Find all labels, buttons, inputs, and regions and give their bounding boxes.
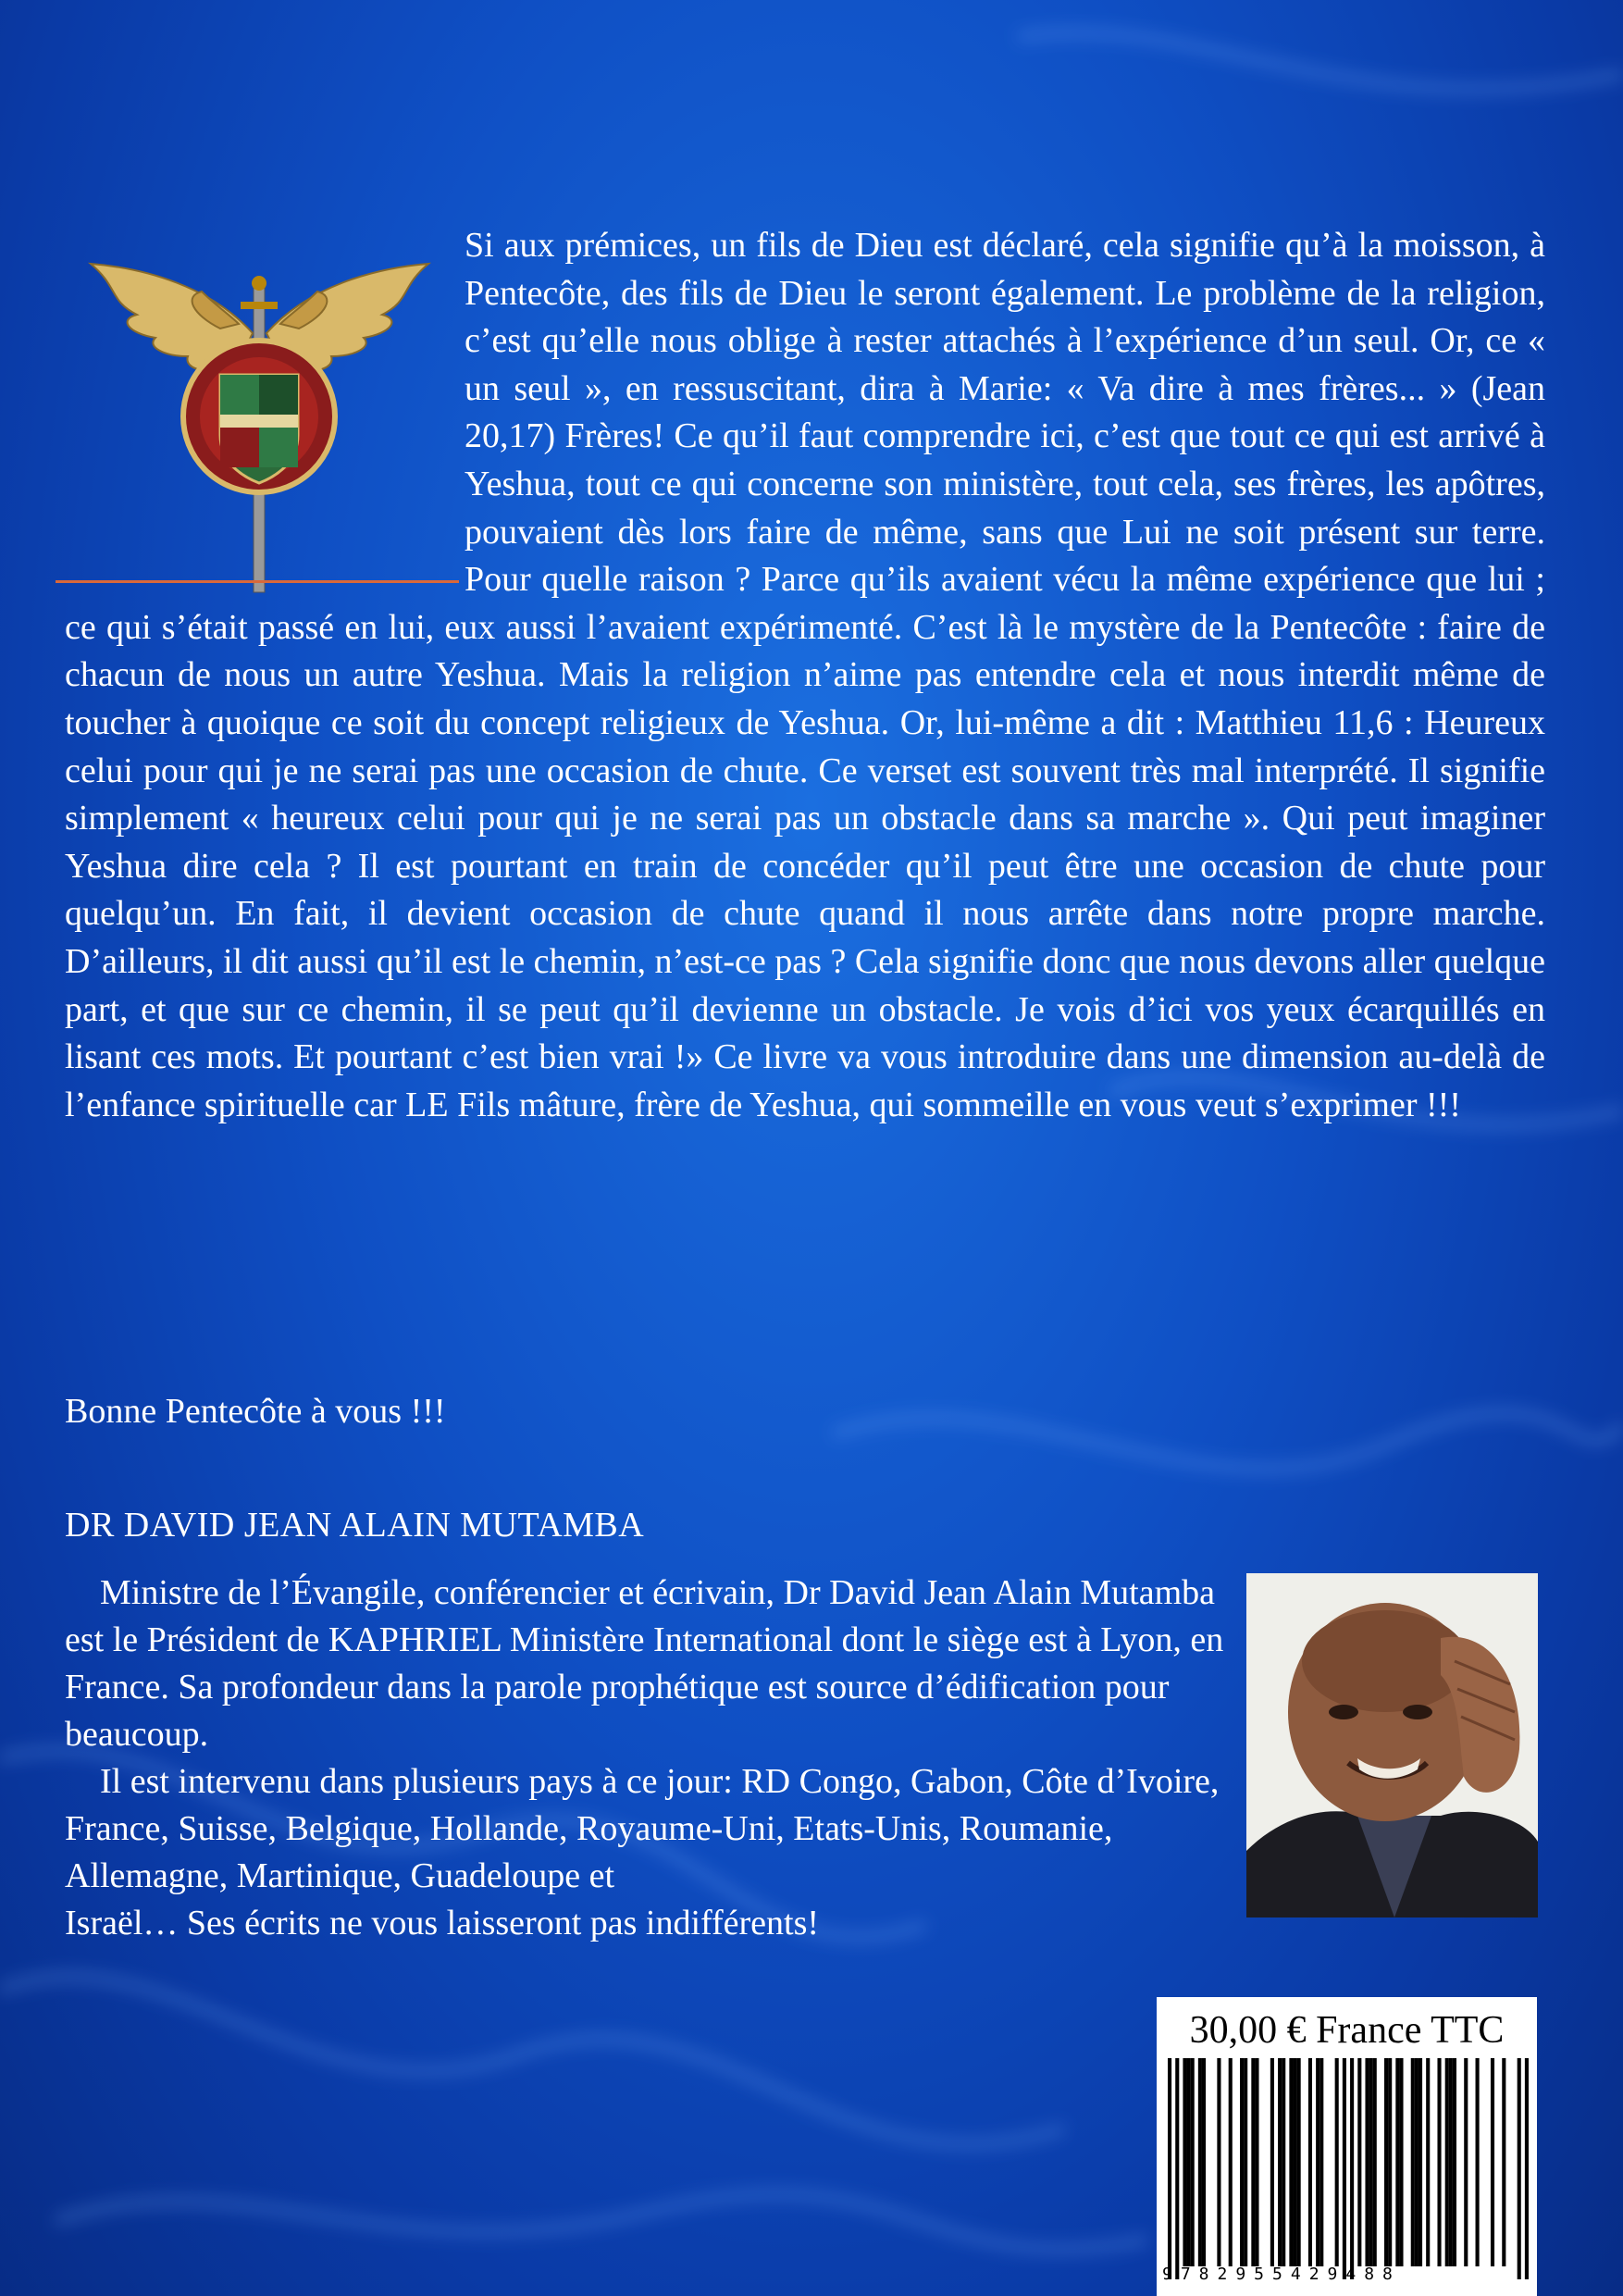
barcode-bar: [1343, 2058, 1346, 2279]
barcode-panel: [1157, 1997, 1537, 2296]
barcode-bar: [1437, 2058, 1441, 2266]
isbn-barcode: [1157, 1997, 1537, 2296]
barcode-bar: [1335, 2058, 1339, 2266]
barcode-bar: [1175, 2058, 1179, 2279]
barcode-bar: [1191, 2058, 1195, 2266]
barcode-bar: [1384, 2058, 1388, 2266]
barcode-bar: [1365, 2058, 1369, 2266]
author-photo: [1246, 1573, 1538, 1917]
price-label: 30,00 € France TTC: [1189, 2009, 1505, 2052]
barcode-bar: [1388, 2058, 1392, 2266]
barcode-bar: [1278, 2058, 1282, 2266]
barcode-bar: [1525, 2058, 1529, 2279]
author-name: DR DAVID JEAN ALAIN MUTAMBA: [65, 1506, 645, 1545]
barcode-bar: [1373, 2058, 1377, 2266]
barcode-bar: [1244, 2058, 1247, 2266]
barcode-bar: [1251, 2058, 1255, 2266]
barcode-bar: [1369, 2058, 1373, 2266]
blurb-paragraph: Si aux prémices, un fils de Dieu est déclaré, cela signifie qu’à la moisson, à Pentecôte, des fils de Dieu le seront également. Le problème de la religion, c’est qu’elle nous oblige à rester attachés à l’expérience d’un seul. Or, ce « un seul », en ressuscitant, dira à Marie: « Va dire à mes frères... » (Jean 20,17) Frères! Ce qu’il faut comprendre ici, c’est que tout ce qui est arrivé à Yeshua, tout ce qui concerne son ministère, tout cela, ses frères, les apôtres, pouvaient dès lors faire de même, sans que Lui ne soit présent sur terre. Pour quelle raison ? Parce qu’ils avaient vécu la même expérience que lui ; ce qui s’était passé en lui, eux aussi l’avaient expérimenté. C’est là le mystère de la Pentecôte : faire de chacun de nous un autre Yeshua. Mais la religion n’aime pas entendre cela et nous interdit même de toucher à quoique ce soit du concept religieux de Yeshua. Or, lui-même a dit : Matthieu 11,6 : Heureux celui pour qui je ne serai pas une occasion de chute. Ce verset est souvent très mal interprété. Il signifie simplement « heureux celui pour qui je ne serai pas un obstacle dans sa marche ». Qui peut imaginer Yeshua dire cela ? Il est pourtant en train de concéder qu’il peut être une occasion de chute pour quelqu’un. En fait, il devient occasion de chute quand il nous arrête dans notre propre marche. D’ailleurs, il dit aussi qu’il est le chemin, n’est-ce pas ? Cela signifie donc que nous devons aller quelque part, et que sur ce chemin, il se peut qu’il devienne un obstacle. Je vois d’ici vos yeux écarquillés en lisant ces mots. Et pourtant c’est bien vrai !» Ce livre va vous introduire dans une dimension au-delà de l’enfance spirituelle car LE Fils mâture, frère de Yeshua, qui sommeille en vous veut s’exprimer !!!: [65, 226, 1545, 1124]
barcode-bar: [1183, 2058, 1186, 2266]
back-cover-blurb: [65, 222, 1545, 1129]
barcode-bar: [1518, 2058, 1521, 2279]
barcode-bar: [1240, 2058, 1244, 2266]
barcode-bar: [1293, 2058, 1296, 2266]
bio-paragraph-1: Ministre de l’Évangile, conférencier et écrivain, Dr David Jean Alain Mutamba est le Président de KAPHRIEL Ministère International dont le siège est à Lyon, en France. Sa profondeur dans la parole prophétique est source d’édification pour beaucoup.: [65, 1573, 1224, 1754]
barcode-bar: [1217, 2058, 1220, 2266]
barcode-bar: [1445, 2058, 1449, 2266]
barcode-bar: [1395, 2058, 1399, 2266]
barcode-bar: [1270, 2058, 1274, 2266]
barcode-bar: [1187, 2058, 1191, 2266]
barcode-bar: [1255, 2058, 1258, 2266]
barcode-bar: [1357, 2058, 1361, 2266]
barcode-bar: [1282, 2058, 1285, 2266]
bio-paragraph-3: Israël… Ses écrits ne vous laisseront pas indifférents!: [65, 1904, 820, 1942]
barcode-bar: [1316, 2058, 1319, 2266]
isbn-digits: 9782955429488: [1162, 2265, 1401, 2284]
barcode-bar: [1502, 2058, 1505, 2266]
barcode-bar: [1449, 2058, 1453, 2266]
barcode-bar: [1289, 2058, 1293, 2266]
barcode-bar: [1411, 2058, 1415, 2266]
closing-line: Bonne Pentecôte à vous !!!: [65, 1392, 446, 1431]
author-bio: [65, 1570, 1231, 1947]
barcode-bar: [1464, 2058, 1468, 2266]
barcode-bar: [1198, 2058, 1202, 2266]
barcode-bar: [1229, 2058, 1233, 2266]
barcode-bar: [1168, 2058, 1171, 2279]
barcode-bar: [1453, 2058, 1456, 2266]
barcode-bar: [1491, 2058, 1494, 2266]
barcode-bar: [1350, 2058, 1354, 2279]
barcode-bar: [1308, 2058, 1312, 2266]
barcode-bar: [1476, 2058, 1480, 2266]
barcode-bar: [1319, 2058, 1323, 2266]
barcode-bar: [1415, 2058, 1419, 2266]
barcode-bar: [1202, 2058, 1206, 2266]
barcode-bar: [1426, 2058, 1430, 2266]
bio-paragraph-2: Il est intervenu dans plusieurs pays à ce jour: RD Congo, Gabon, Côte d’Ivoire, France, Suisse, Belgique, Hollande, Royaume-Uni, Etats-Unis, Roumanie, Allemagne, Martinique, Guadeloupe et: [65, 1762, 1220, 1895]
barcode-bar: [1399, 2058, 1403, 2266]
logo-float-spacer: [65, 222, 465, 588]
barcode-bar: [1297, 2058, 1301, 2266]
barcode-bar: [1419, 2058, 1422, 2266]
